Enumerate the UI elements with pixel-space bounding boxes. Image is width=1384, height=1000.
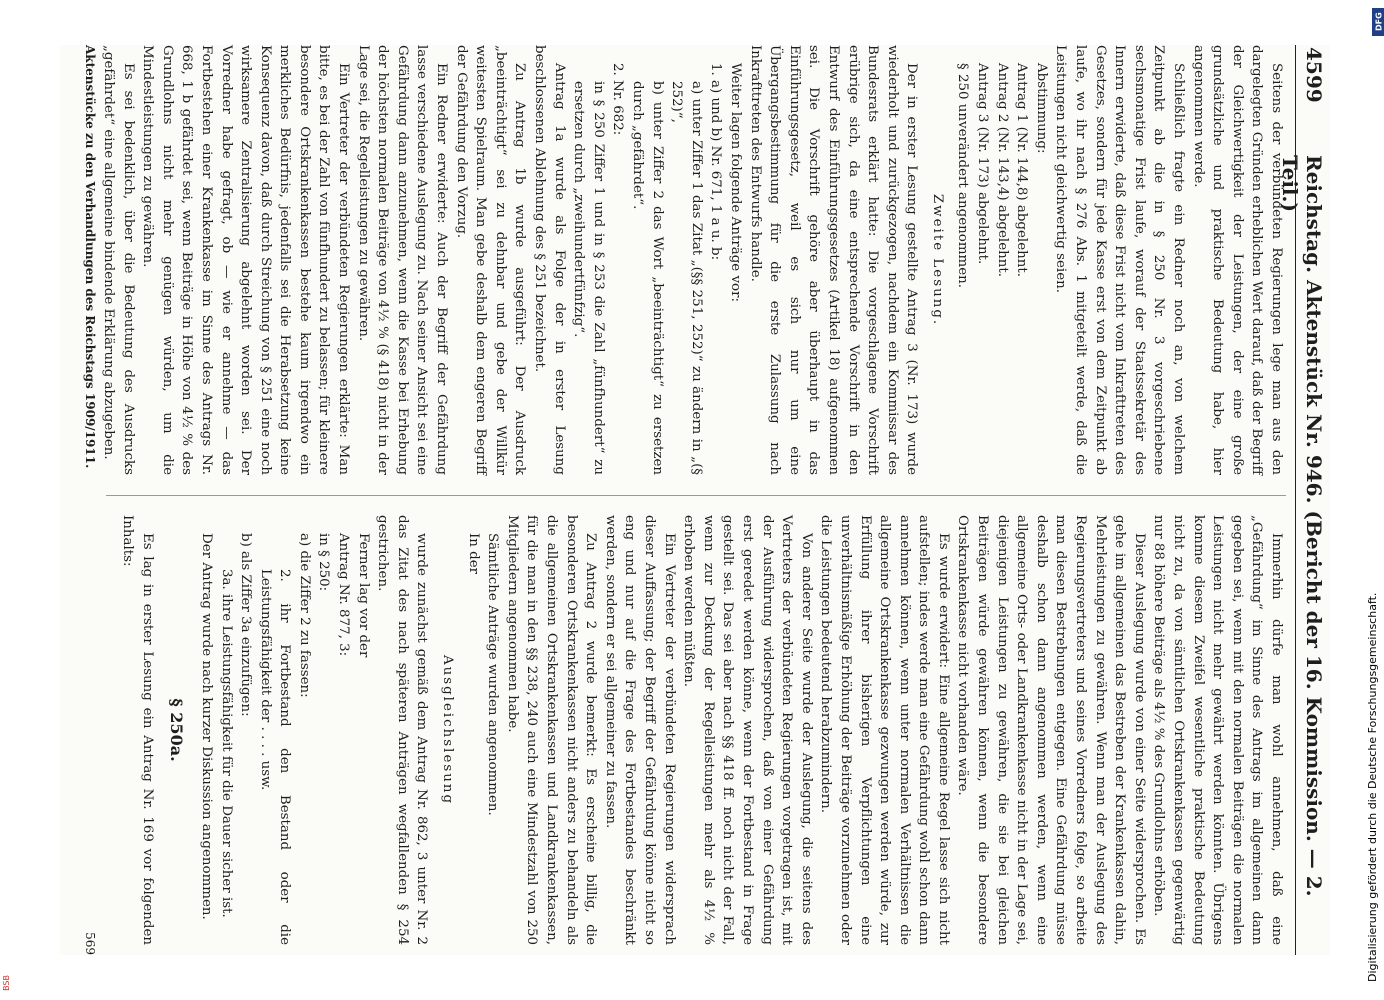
motion-line: in § 250: (316, 533, 332, 592)
section-title: Zweite Lesung. (929, 193, 945, 327)
list-item: a) unter Ziffer 1 das Zitat „(§§ 251, 252)“ zu ändern in „(§ 252)“, (669, 81, 704, 475)
paragraph: Abstimmung: (1033, 63, 1049, 154)
paragraph: Der Antrag wurde nach kurzer Diskussion angenommen. (198, 533, 214, 920)
paragraph: Ein Vertreter der verbündeten Regierungen widersprach dieser Auffassung; der Begriff der Gefährdung könne nicht so eng und nur auf die Frage des Fortbestandes beschränkt werden, sondern er sei allgemeiner zu fassen. (602, 515, 677, 945)
library-signature: BSB (2, 975, 11, 991)
page-header (1278, 45, 1330, 955)
paragraph: Es wurde erwidert: Eine allgemeine Regel lasse sich nicht aufstellen; indes werde man eine Gefährdung wohl schon dann annehmen können, wenn unter normalen Verhältnissen die allgemeine Ortskrankenkasse gezwungen werden würde, zur Erfüllung ihrer bisherigen Verpflichtungen eine unverhältnismäßige Erhöhung der Beiträge vorzunehmen oder die Leistungen bedeutend herabzumindern. (818, 515, 951, 945)
motion-line: Antrag Nr. 877, 3: (336, 533, 352, 657)
list-item: 2. Nr. 682: (610, 63, 626, 136)
rotated-document-page (60, 45, 1330, 955)
vote-line: Antrag 2 (Nr. 143,4) abgelehnt. (994, 63, 1010, 278)
paragraph: Zu Antrag 1b wurde ausgeführt: Der Ausdruck „beeinträchtigt“ sei zu dehnbar und gebe der Willkür weitesten Spielraum. Man gebe deshalb dem engeren Begriff der Gefährdung den Vorzug. (453, 45, 528, 475)
paragraph: Weiter lagen folgende Anträge vor: (727, 63, 743, 303)
paragraph: In der (465, 533, 481, 575)
paragraph: Zu Antrag 2 wurde bemerkt: Es erscheine billig, die besonderen Ortskrankenkassen nicht anders zu behandeln als die allgemeinen Ortskrankenkassen und Landkrankenkassen, für die man in den §§ 238, 240 auch eine Mindestzahl von 250 Mitgliedern angenommen habe. (504, 515, 599, 945)
list-item: 1. a) und b) Nr. 671, 1 a u. b: (708, 63, 724, 261)
column-divider (106, 495, 1286, 496)
page-title: Reichstag. Aktenstück Nr. 946. (Bericht der 16. Kommission. — 2. Teil.) (1278, 155, 1326, 897)
digitization-watermark: Digitalisierung gefördert durch die Deutsche Forschungsgemeinschaft. (1366, 592, 1379, 982)
footer-source: Aktenstücke zu den Verhandlungen des Reichstags 1909/1911. (83, 45, 97, 469)
dfg-logo-icon: DFG (1372, 8, 1384, 36)
paragraph: Es lag in erster Lesung ein Antrag Nr. 169 vor folgenden Inhalts: (120, 515, 155, 945)
list-item: 2. ihr Fortbestand den Bestand oder die Leistungsfähigkeit der . . . . usw. (257, 569, 293, 945)
left-column (98, 45, 1286, 475)
paragraph: Dieser Auslegung wurde von einer Seite widersprochen. Es gehe im allgemeinen das Bestreben der Krankenkassen dahin, Mehrleistungen zu gewähren. Wenn man der Auslegung des Regierungsvertreters und seines Vorredners folge, so arbeite man diesen Bestrebungen entgegen. Eine Gefährdung müsse deshalb schon dann angenommen werden, wenn eine allgemeine Orts- oder Landkrankenkasse nicht in der Lage sei, diejenigen Leistungen zu gewähren, die sie bei gleichen Beiträgen würde gewähren können, wenn die besondere Ortskrankenkasse nicht vorhanden wäre. (955, 515, 1147, 945)
list-item: in § 250 Ziffer 1 und in § 253 die Zahl „fünfhundert“ zu ersetzen durch „zweihundertfünfzig“. (571, 81, 606, 475)
vote-line: Antrag 1 (Nr. 144,8) abgelehnt. (1014, 63, 1030, 278)
paragraph: Ferner lag vor der (355, 533, 371, 658)
vote-line: § 250 unverändert angenommen. (955, 63, 971, 289)
page-number: 4599 (1302, 47, 1326, 103)
section-heading: § 250a. (167, 698, 187, 762)
right-column (118, 515, 1286, 945)
list-item: b) unter Ziffer 2 das Wort „beeinträchtigt“ zu ersetzen durch „gefährdet“. (630, 81, 665, 475)
footer-sheet-number: 569 (83, 932, 97, 955)
paragraph: Seitens der verbündeten Regierungen lege man aus den dargelegten Gründen erheblichen Wert darauf, daß der Begriff der Gleichwertigkeit der Leistungen, der eine große grundsätzliche und praktische Bedeutung habe, hier angenommen werde. (1190, 45, 1284, 475)
paragraph: wurde zunächst gemäß dem Antrag Nr. 862, 3 unter Nr. 2 das Zitat des nach späteren Anträgen wegfallenden § 254 gestrichen. (375, 515, 430, 945)
paragraph: Es sei bedenklich, über die Bedeutung des Ausdrucks „gefährdet“ eine allgemeine bindende Erklärung abzugeben. (100, 45, 136, 475)
list-item: a) die Ziffer 2 zu fassen: (296, 533, 312, 698)
vote-line: Antrag 3 (Nr. 173) abgelehnt. (975, 63, 991, 265)
paragraph: Der in erster Lesung gestellte Antrag 3 (Nr. 173) wurde wiederholt und zurückgezogen, nachdem ein Kommissar des Bundesrats erklärt hatte: Die vorgeschlagene Vorschrift erübrige sich, da eine entsprechende Vorschrift in den Entwurf des Einführungsgesetzes (Artikel 18) aufgenommen sei. Die Vorschrift gehöre aber überhaupt in das Einführungsgesetz, weil es sich nur um eine Übergangsbestimmung für die erste Zulassung nach Inkrafttreten des Entwurfs handle. (747, 45, 920, 475)
paragraph: Sämtliche Anträge wurden angenommen. (485, 533, 501, 816)
paragraph: Immerhin dürfe man wohl annehmen, daß eine „Gefährdung“ im Sinne des Antrags im allgemeinen dann gegeben sei, wenn mit den normalen Beiträgen die normalen Leistungen nicht mehr gewährt werden könnten. Übrigens komme diesem Zweifel wesentliche praktische Bedeutung nicht zu, da von sämtlichen Ortskrankenkassen gegenwärtig nur 88 höhere Beiträge als 4½ % des Grundlohns erhöben. (1151, 515, 1284, 945)
list-item: 3a. ihre Leistungsfähigkeit für die Dauer sicher ist. (218, 569, 234, 918)
paragraph: Von anderer Seite wurde der Auslegung, die seitens des Vertreters der verbündeten Regierungen vorgetragen ist, mit der Ausführung widersprochen, daß von einer Gefährdung erst geredet werden könne, wenn der Fortbestand in Frage gestellt sei. Das sei aber nach §§ 418 ff. noch nicht der Fall, wenn zur Deckung der Regelleistungen mehr als 4½ % erhoben werden müßten. (681, 515, 814, 945)
paragraph: Ein Vertreter der verbündeten Regierungen erklärte: Man bitte, es bei der Zahl von fünfhundert zu belassen; für kleinere besondere Ortskrankenkassen bestehe kaum irgendwo ein merkliches Bedürfnis, jedenfalls sei die Herabsetzung keine Konsequenz davon, daß durch Streichung von § 251 eine noch wirksamere Zentralisierung abgelehnt worden sei. Der Vorredner habe gefragt, ob — wie er annehme — das Fortbestehen einer Krankenkasse im Sinne des Antrags Nr. 668, 1 b gefährdet sei, wenn Beiträge in Höhe von 4½ % des Grundlohns nicht mehr genügen würden, um die Mindestleistungen zu gewähren. (140, 45, 352, 475)
list-item: b) als Ziffer 3a einzufügen: (238, 533, 254, 717)
paragraph: Antrag 1a wurde als Folge der in erster Lesung beschlossenen Ablehnung des § 251 bezeichnet. (532, 45, 567, 475)
paragraph: Ein Redner erwiderte: Auch der Begriff der Gefährdung lasse verschiedene Auslegung zu. Nach seiner Ansicht sei eine Gefährdung dann anzunehmen, wenn die Kasse bei Erhebung der höchsten normalen Beiträge von 4½ % (§ 418) nicht in der Lage sei, die Regelleistungen zu gewähren. (355, 45, 450, 475)
section-title: Ausgleichslesung (440, 654, 456, 806)
paragraph: Schließlich fragte ein Redner noch an, von welchem Zeitpunkt ab die in § 250 Nr. 3 vorgeschriebene sechsmonatige Frist laufe, worauf der Staatssekretär des Innern erwiderte, daß diese Frist nicht vom Inkrafttreten des Gesetzes, sondern für jede Kasse erst von dem Zeitpunkt ab laufe, wo ihr nach § 276 Abs. 1 mitgeteilt werde, daß die Leistungen nicht gleichwertig seien. (1053, 45, 1187, 475)
